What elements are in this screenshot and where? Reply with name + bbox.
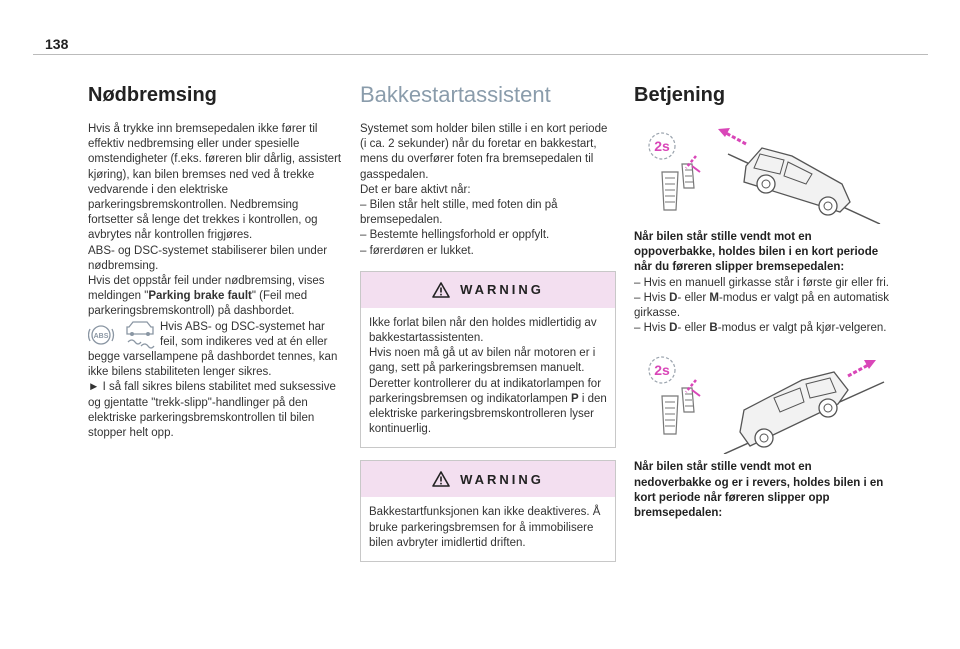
- pedals-icon: [662, 380, 700, 434]
- subheading-downhill: Når bilen står stille vendt mot en nedoverbakke og er i revers, holdes bilen i en kort periode når føreren slipper opp bremsepedalen:: [634, 461, 884, 520]
- illustration-downhill: [634, 354, 890, 454]
- subheading-uphill: Når bilen står stille vendt mot en oppoverbakke, holdes bilen i en kort periode når du føreren slipper bremsepedalen:: [634, 231, 879, 274]
- warning-title: WARNING: [460, 282, 544, 298]
- paragraph: Ikke forlat bilen når den holdes midlertidig av bakkestartassistenten.: [369, 316, 597, 345]
- downhill-car-illustration: [634, 354, 890, 454]
- warning-header: [361, 272, 615, 308]
- text: Hvis det oppstår feil under nødbremsing, vises meldingen ": [88, 275, 325, 303]
- timer-2s-icon: [649, 133, 675, 159]
- abs-icon-text: ABS: [93, 332, 109, 340]
- car-icon: [740, 372, 848, 447]
- list-item: [634, 291, 890, 321]
- text: – Hvis: [634, 322, 670, 335]
- direction-arrow-icon: [718, 128, 746, 144]
- warning-box: [360, 271, 616, 449]
- warning-title: WARNING: [460, 471, 544, 487]
- timer-text: 2s: [654, 362, 670, 379]
- warning-body: [361, 308, 615, 448]
- list-item: – Bestemte hellingsforhold er oppfylt.: [360, 229, 550, 242]
- warning-header: [361, 461, 615, 497]
- paragraph: [88, 320, 343, 381]
- page-number: 138: [45, 36, 69, 52]
- car-skid-icon: [127, 322, 154, 348]
- paragraph: Systemet som holder bilen stille i en kort periode (i ca. 2 sekunder) når du foretar en bakkestart, mens du overfører foten fra bremsepedalen til gasspedalen.: [360, 123, 608, 181]
- column-hill-start-assist: [360, 80, 616, 562]
- car-icon: [744, 148, 850, 215]
- section-title-operation: Betjening: [634, 84, 726, 106]
- text: - eller: [677, 322, 710, 335]
- timer-text: 2s: [654, 138, 670, 154]
- paragraph: ► I så fall sikres bilens stabilitet med suksessive og gjentatte "trekk-slipp"-handlinger på den elektriske parkeringsbremskontrollen til bilen stopper helt opp.: [88, 381, 336, 440]
- warning-body: [361, 497, 615, 561]
- paragraph: Bakkestartfunksjonen kan ikke deaktiveres. Å bruke parkeringsbremsen for å immobilisere bilen avbryter imidlertid driften.: [369, 506, 601, 549]
- column-emergency-braking: [88, 80, 343, 441]
- paragraph: [88, 274, 343, 320]
- text: i den elektriske parkeringsbremskontrolleren lyser kontinuerlig.: [369, 392, 607, 436]
- text: – Hvis: [634, 291, 670, 304]
- paragraph: Hvis å trykke inn bremsepedalen ikke fører til effektiv nedbremsing eller under spesielle omstendigheter (f.eks. føreren blir dårlig, assistert kjøring), kan bilen bremses ned ved å trekke vedvarende i den elektriske parkeringsbremskontrollen. Nedbremsing fortsetter så lenge det trekkes i kontrollen, og avbrytes når kontrollen frigjøres.: [88, 123, 342, 242]
- text: Hvis ABS- og DSC-systemet har feil, som indikeres ved at én eller begge varsellampene på dashbordet tennes, kan ikke bilens stabiliteten lenger sikres.: [88, 320, 338, 379]
- abs-icon: [88, 320, 158, 350]
- section-title-hill-start-assist: Bakkestartassistent: [360, 82, 551, 107]
- paragraph: Det er bare aktivt når:: [360, 183, 471, 196]
- indicator-letter: P: [571, 392, 579, 405]
- mode-letter: M: [709, 291, 720, 304]
- text: -modus er valgt på en automatisk girkasse.: [634, 291, 890, 320]
- warning-triangle-icon: [432, 471, 450, 487]
- list-item: [634, 321, 890, 336]
- list-item: – Hvis en manuell girkasse står i første gir eller fri.: [634, 276, 889, 289]
- warning-triangle-icon: [432, 282, 450, 298]
- direction-arrow-icon: [848, 360, 876, 376]
- illustration-uphill: [634, 124, 890, 224]
- message-text: Parking brake fault: [148, 290, 252, 303]
- list-item: – Bilen står helt stille, med foten din på bremsepedalen.: [360, 199, 558, 227]
- mode-letter: B: [709, 322, 718, 335]
- text: - eller: [677, 291, 710, 304]
- paragraph: ABS- og DSC-systemet stabiliserer bilen under nødbremsing.: [88, 244, 328, 272]
- uphill-car-illustration: [634, 124, 890, 224]
- warning-lamps: [88, 320, 158, 350]
- text: -modus er valgt på kjør-velgeren.: [717, 322, 887, 335]
- timer-2s-icon: [649, 357, 675, 383]
- warning-box: [360, 460, 616, 562]
- header-rule: [33, 54, 928, 55]
- mode-letter: D: [669, 322, 678, 335]
- paragraph: [369, 346, 607, 437]
- text: " (Feil med parkeringsbremskontroll) på dashbordet.: [88, 290, 308, 318]
- pedals-icon: [662, 156, 700, 210]
- column-operation: [634, 80, 890, 521]
- mode-letter: D: [669, 291, 678, 304]
- section-title-emergency-braking: Nødbremsing: [88, 84, 217, 106]
- list-item: – førerdøren er lukket.: [360, 244, 474, 257]
- text: Hvis noen må gå ut av bilen når motoren er i gang, sett på parkeringsbremsen manuelt. Deretter kontrollerer du at indikatorlampen for parkeringsbremsen og indikatorlampen: [369, 347, 602, 405]
